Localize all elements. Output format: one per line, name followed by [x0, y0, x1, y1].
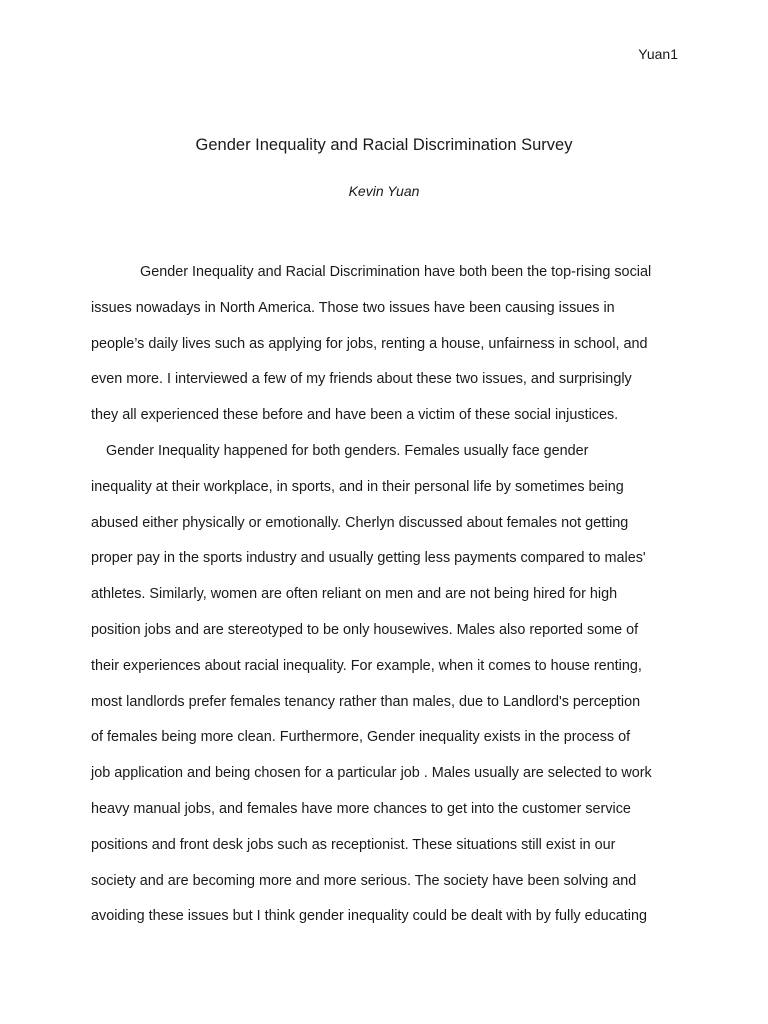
body-line: Gender Inequality and Racial Discrimination have both been the top-rising social — [140, 264, 652, 280]
body-line: proper pay in the sports industry and usually getting less payments compared to males' — [91, 550, 646, 567]
body-line: job application and being chosen for a particular job . Males usually are selected to work — [91, 765, 652, 782]
document-author: Kevin Yuan — [348, 183, 420, 199]
body-line: inequality at their workplace, in sports, and in their personal life by sometimes being — [91, 478, 624, 495]
page-header-number: Yuan1 — [638, 46, 678, 62]
body-line: even more. I interviewed a few of my friends about these two issues, and surprisingly — [91, 371, 632, 388]
body-line: avoiding these issues but I think gender inequality could be dealt with by fully educating — [91, 908, 647, 925]
document-title: Gender Inequality and Racial Discrimination Survey — [195, 136, 573, 154]
body-line: their experiences about racial inequality. For example, when it comes to house renting, — [91, 657, 642, 674]
body-line: they all experienced these before and have been a victim of these social injustices. — [91, 407, 619, 424]
body-line: society and are becoming more and more serious. The society have been solving and — [91, 872, 637, 889]
body-line: Gender Inequality happened for both genders. Females usually face gender — [106, 442, 589, 459]
body-line: abused either physically or emotionally. Cherlyn discussed about females not getting — [91, 514, 629, 531]
body-line: positions and front desk jobs such as receptionist. These situations still exist in our — [91, 836, 616, 853]
body-line: issues nowadays in North America. Those two issues have been causing issues in — [91, 299, 615, 316]
body-line: heavy manual jobs, and females have more chances to get into the customer service — [91, 800, 631, 817]
body-line: people’s daily lives such as applying for jobs, renting a house, unfairness in school, and — [91, 335, 648, 352]
body-line: most landlords prefer females tenancy rather than males, due to Landlord's perception — [91, 693, 641, 710]
body-line: position jobs and are stereotyped to be only housewives. Males also reported some of — [91, 621, 639, 638]
body-line: of females being more clean. Furthermore, Gender inequality exists in the process of — [91, 729, 631, 746]
body-text — [91, 262, 691, 942]
body-line: athletes. Similarly, women are often reliant on men and are not being hired for high — [91, 586, 618, 603]
